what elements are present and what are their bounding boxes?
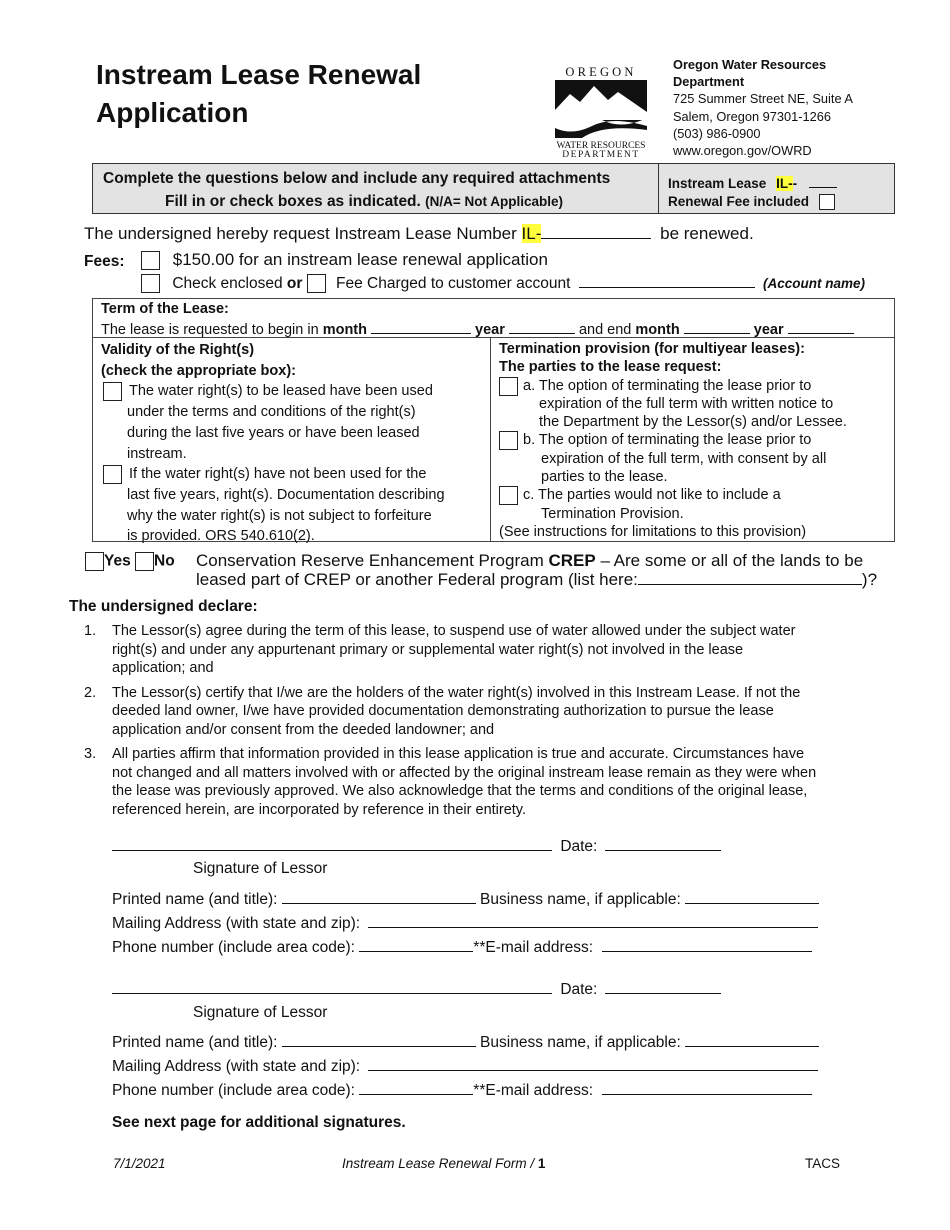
signature-1-date-blank[interactable] (605, 836, 721, 851)
declaration-3-line-2: not changed and all matters involved with or affected by the original instream lease remain as they were when (112, 764, 817, 781)
term-heading: Term of the Lease: (101, 301, 229, 317)
end-month-label: month (635, 322, 680, 338)
agency-address-block (673, 56, 853, 159)
owrd-logo (552, 64, 650, 158)
validity-option-1-line-4: instream. (127, 445, 187, 462)
validity-option-2-line-4: is provided. ORS 540.610(2). (127, 528, 315, 545)
validity-subheading: (check the appropriate box): (101, 362, 296, 379)
footer-date: 7/1/2021 (113, 1156, 166, 1171)
validity-option-2-line-2: last five years, right(s). Documentation describing (127, 486, 445, 503)
termination-column (499, 340, 891, 541)
termination-option-a-line-1: a. The option of terminating the lease prior to (523, 377, 812, 394)
validity-option-1-line-2: under the terms and conditions of the right(s) (127, 404, 416, 421)
agency-address-1: 725 Summer Street NE, Suite A (673, 91, 853, 107)
footer-form-name (342, 1156, 545, 1171)
title-line-2: Application (96, 97, 249, 128)
declaration-number-1: 1. (84, 623, 97, 639)
crep-question (196, 551, 877, 589)
signature-2-date-label: Date: (560, 981, 598, 998)
termination-option-b-line-2: expiration of the full term, with consent by all (541, 450, 827, 467)
declaration-2-line-2: deeded land owner, I/we have provided documentation demonstrating authorization to pursue the lease (112, 703, 774, 719)
logo-bottom-text-1: WATER RESOURCES (556, 141, 646, 151)
mountain-logo-icon (552, 64, 650, 158)
signature-2-mailing-label: Mailing Address (with state and zip): (112, 1058, 361, 1075)
declaration-item-1 (84, 622, 904, 678)
termination-option-b-line-3: parties to the lease. (541, 469, 668, 486)
declaration-2-line-3: application and/or consent from the deeded landowner; and (112, 721, 495, 738)
request-prefix: IL- (521, 224, 542, 243)
termination-option-c-checkbox[interactable] (499, 486, 518, 505)
signature-1-mailing-row (112, 913, 818, 933)
crep-yes-no (85, 552, 175, 571)
termination-option-a-line-2: expiration of the full term with written notice to (539, 395, 834, 412)
renewal-fee-checkbox[interactable] (819, 194, 835, 210)
declaration-1-line-1: The Lessor(s) agree during the term of this lease, to suspend use of water allowed under the subject water (112, 623, 796, 639)
fee-option-1 (141, 250, 548, 270)
check-enclosed-text: Check enclosed (172, 275, 283, 292)
renewal-fee-row (668, 194, 835, 210)
crep-line-1-rest: – Are some or all of the lands to be (600, 551, 864, 570)
declaration-3-line-1: All parties affirm that information provided in this lease application is true and accurate. Circumstances have (112, 746, 805, 762)
banner-line-2-text: Fill in or check boxes as indicated. (165, 193, 421, 210)
signature-2-email-blank[interactable] (602, 1080, 812, 1095)
signature-2-label: Signature of Lessor (193, 1004, 328, 1021)
crep-yes-checkbox[interactable] (85, 552, 104, 571)
signature-block-2-line (112, 979, 721, 999)
termination-subheading: The parties to the lease request: (499, 359, 722, 376)
signature-1-date-label: Date: (560, 838, 598, 855)
declaration-1-line-3: application; and (112, 660, 214, 676)
declaration-3-line-3: the lease was previously approved. We also acknowledge that the terms and conditions of the original lease, (112, 783, 808, 799)
validity-option-2 (101, 464, 486, 547)
declaration-number-3: 3. (84, 746, 97, 762)
begin-year-label: year (475, 322, 505, 338)
signature-1-email-label: **E-mail address: (473, 939, 594, 956)
agency-name-1: Oregon Water Resources (673, 57, 827, 72)
account-blank[interactable] (579, 273, 755, 288)
signature-1-business-blank[interactable] (685, 889, 819, 904)
page-title (96, 56, 421, 132)
footer-form-title: Instream Lease Renewal Form / (342, 1156, 535, 1171)
title-line-1: Instream Lease Renewal (96, 59, 422, 90)
end-month-blank[interactable] (684, 319, 750, 334)
request-lease-number-blank[interactable] (541, 224, 651, 239)
agency-name-2: Department (673, 74, 745, 90)
signature-1-printed-label: Printed name (and title): (112, 891, 278, 908)
crep-line-2-end: )? (861, 570, 878, 589)
term-begin-text: The lease is requested to begin in (101, 322, 319, 338)
begin-month-label: month (322, 322, 367, 338)
crep-no-checkbox[interactable] (135, 552, 154, 571)
banner-line-1: Complete the questions below and include any required attachments (103, 170, 611, 187)
signature-1-printed-blank[interactable] (282, 889, 476, 904)
crep-no-label: No (154, 552, 175, 570)
signature-2-phone-blank[interactable] (359, 1080, 473, 1095)
signature-block-1-line (112, 836, 721, 856)
signature-2-phone-row (112, 1080, 812, 1100)
footer-right: TACS (805, 1156, 841, 1171)
logo-top-text: OREGON (565, 65, 637, 79)
signature-1-label: Signature of Lessor (193, 860, 328, 877)
request-line (84, 224, 754, 244)
lease-number-field[interactable] (668, 173, 837, 191)
signature-2-blank[interactable] (112, 979, 552, 994)
lease-number-blank[interactable] (809, 173, 837, 188)
signature-1-printed-row (112, 889, 819, 909)
signature-2-printed-row (112, 1032, 819, 1052)
crep-acronym: CREP (548, 551, 596, 570)
termination-option-b-checkbox[interactable] (499, 431, 518, 450)
validity-column (101, 340, 486, 547)
request-after: be renewed. (660, 224, 754, 243)
termination-option-c (499, 486, 891, 523)
termination-option-c-line-2: Termination Provision. (541, 505, 684, 522)
lease-term-table (92, 298, 895, 545)
agency-address-2: Salem, Oregon 97301-1266 (673, 108, 831, 124)
agency-website[interactable]: www.oregon.gov/OWRD (673, 143, 812, 159)
crep-program-blank[interactable] (638, 570, 862, 585)
termination-option-a-line-3: the Department by the Lessor(s) and/or Lessee. (539, 414, 847, 431)
signature-1-business-label: Business name, if applicable: (480, 891, 681, 908)
fees-label: Fees: (84, 253, 125, 270)
signature-2-mailing-row (112, 1056, 818, 1076)
lease-number-suffix: - (792, 176, 798, 191)
banner-line-2 (165, 193, 563, 211)
termination-option-b (499, 431, 891, 486)
fee-option-1-checkbox[interactable] (141, 251, 160, 270)
request-text: The undersigned hereby request Instream Lease Number (84, 224, 517, 243)
declaration-item-2 (84, 684, 904, 740)
logo-bottom-text-2: DEPARTMENT (562, 150, 640, 158)
crep-line-1 (196, 551, 877, 570)
and-end-text: and end (578, 322, 632, 338)
signature-2-email-label: **E-mail address: (473, 1082, 594, 1099)
termination-option-c-line-1: c. The parties would not like to include a (523, 487, 781, 504)
end-year-blank[interactable] (788, 319, 854, 334)
signature-1-phone-blank[interactable] (359, 937, 473, 952)
declaration-number-2: 2. (84, 684, 97, 701)
or-text: or (286, 275, 303, 292)
fee-option-1-text: $150.00 for an instream lease renewal application (172, 250, 548, 269)
declaration-item-3 (84, 745, 904, 819)
account-name-label: (Account name) (763, 276, 866, 291)
signature-1-mailing-blank[interactable] (368, 913, 818, 928)
crep-line-2 (196, 570, 877, 589)
signature-2-printed-blank[interactable] (282, 1032, 476, 1047)
termination-option-b-line-1: b. The option of terminating the lease prior to (523, 432, 812, 449)
crep-line-2-text: leased part of CREP or another Federal program (list here: (196, 570, 638, 589)
signature-1-phone-row (112, 937, 812, 957)
declaration-3-line-4: referenced herein, are incorporated by reference in their entirety. (112, 801, 527, 818)
agency-phone: (503) 986-0900 (673, 125, 761, 141)
footer-page-number: 1 (537, 1156, 546, 1171)
termination-option-a (499, 377, 891, 432)
signature-2-phone-label: Phone number (include area code): (112, 1082, 355, 1099)
signature-1-mailing-label: Mailing Address (with state and zip): (112, 915, 361, 932)
fee-payment-row (141, 273, 865, 293)
renewal-fee-label: Renewal Fee included (668, 194, 810, 209)
fee-charged-text: Fee Charged to customer account (336, 275, 571, 292)
validity-option-1 (101, 381, 486, 464)
declaration-list (84, 622, 904, 819)
termination-note: (See instructions for limitations to this provision) (499, 523, 807, 540)
next-page-note: See next page for additional signatures. (112, 1114, 406, 1131)
crep-yes-label: Yes (104, 552, 131, 570)
crep-line-1-text: Conservation Reserve Enhancement Program (196, 551, 544, 570)
validity-option-1-checkbox[interactable] (103, 382, 122, 401)
declare-heading: The undersigned declare: (69, 598, 258, 615)
begin-month-blank[interactable] (371, 319, 471, 334)
check-enclosed-checkbox[interactable] (141, 274, 160, 293)
signature-2-business-label: Business name, if applicable: (480, 1034, 681, 1051)
signature-2-printed-label: Printed name (and title): (112, 1034, 278, 1051)
fee-charged-checkbox[interactable] (307, 274, 326, 293)
validity-heading: Validity of the Right(s) (101, 342, 255, 358)
validity-option-2-checkbox[interactable] (103, 465, 122, 484)
banner-line-2-note: (N/A= Not Applicable) (425, 194, 564, 209)
signature-2-mailing-blank[interactable] (368, 1056, 818, 1071)
signature-2-business-blank[interactable] (685, 1032, 819, 1047)
validity-option-1-line-3: during the last five years or have been leased (127, 424, 420, 441)
signature-1-email-blank[interactable] (602, 937, 812, 952)
signature-1-phone-label: Phone number (include area code): (112, 939, 355, 956)
termination-heading: Termination provision (for multiyear leases): (499, 341, 805, 357)
term-sentence (101, 319, 854, 338)
signature-1-blank[interactable] (112, 836, 552, 851)
declaration-1-line-2: right(s) and under any appurtenant primary or supplemental water right(s) not involved in the lease (112, 641, 744, 658)
signature-2-date-blank[interactable] (605, 979, 721, 994)
declaration-2-line-1: The Lessor(s) certify that I/we are the holders of the water right(s) involved in this Instream Lease. If not the (112, 684, 801, 701)
validity-option-2-line-1: If the water right(s) have not been used for the (129, 466, 427, 483)
validity-option-1-line-1: The water right(s) to be leased have been used (129, 383, 433, 400)
lease-number-prefix: IL- (776, 176, 793, 191)
termination-option-a-checkbox[interactable] (499, 377, 518, 396)
end-year-label: year (753, 322, 784, 338)
validity-option-2-line-3: why the water right(s) is not subject to forfeiture (127, 507, 432, 524)
instruction-banner (92, 163, 895, 214)
begin-year-blank[interactable] (509, 319, 575, 334)
lease-number-label: Instream Lease (668, 176, 767, 191)
